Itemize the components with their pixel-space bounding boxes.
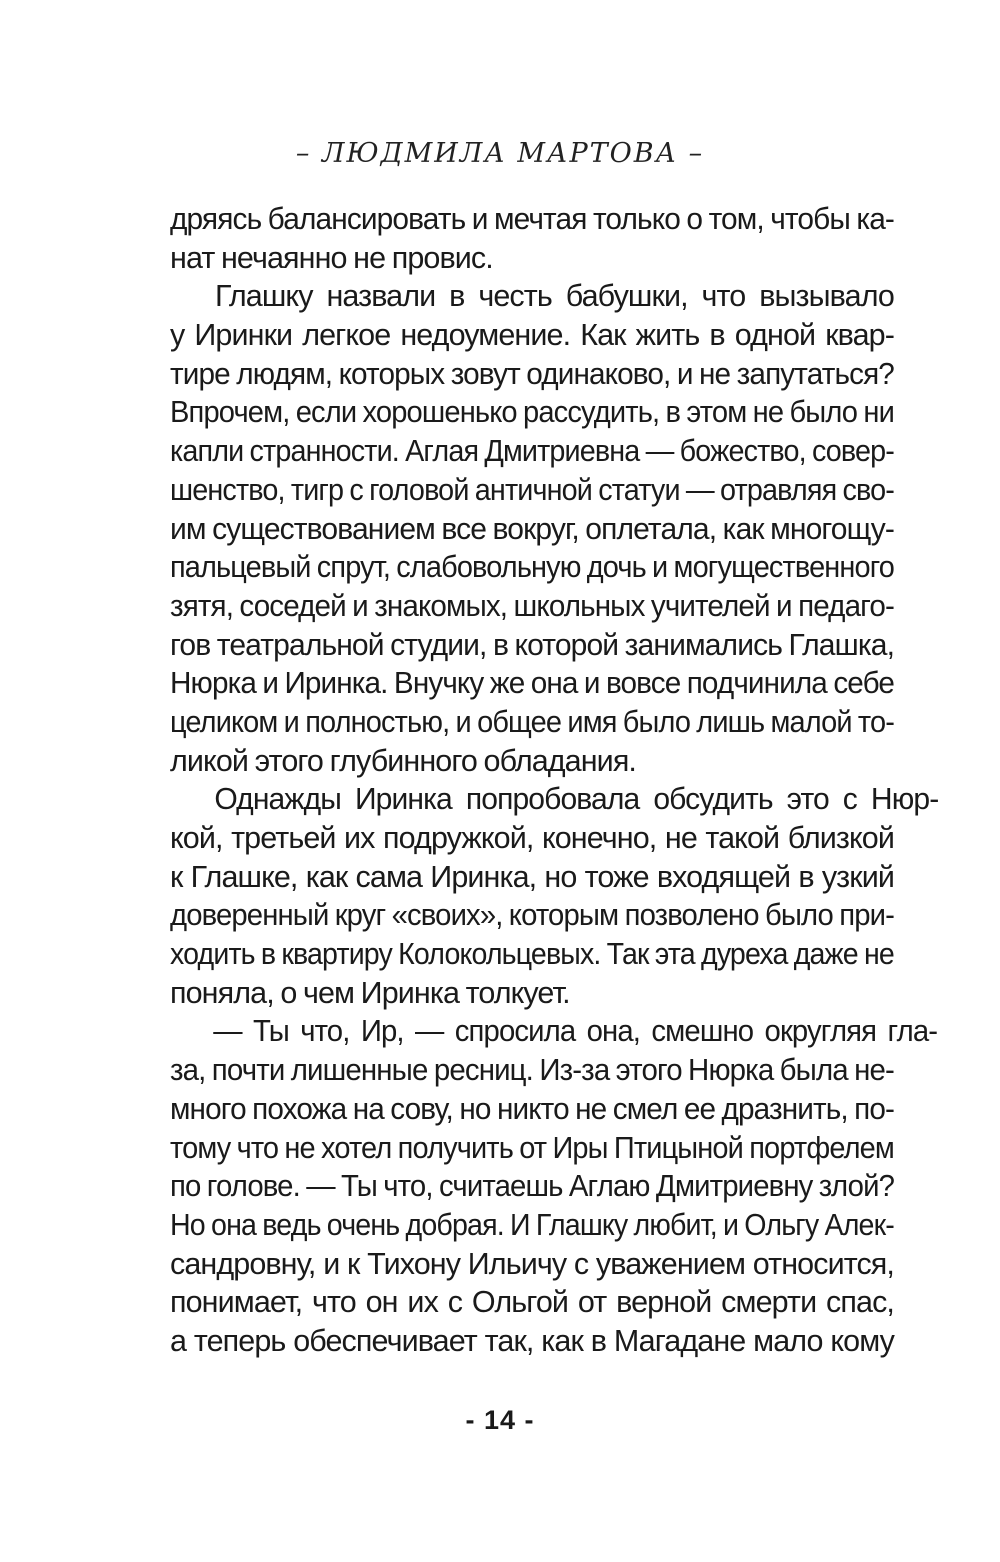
text-line: им существованием все вокруг, оплетала, как многощу- <box>170 511 895 546</box>
text-line: пальцевый спрут, слабовольную дочь и могущественного <box>170 550 895 585</box>
text-line: поняла, о чем Иринка толкует. <box>170 975 570 1010</box>
body-text <box>170 200 939 1361</box>
page-number: - 14 - <box>465 1405 535 1435</box>
text-line: кой, третьей их подружкой, конечно, не такой близкой <box>170 821 894 855</box>
text-line: дряясь балансировать и мечтая только о том, чтобы ка- <box>170 202 894 236</box>
text-line: Нюрка и Иринка. Внучку же она и вовсе подчинила себе <box>170 666 895 701</box>
text-line: по голове. — Ты что, считаешь Аглаю Дмитриевну злой? <box>170 1169 895 1204</box>
text-line: к Глашке, как сама Иринка, но тоже входящей в узкий <box>170 859 894 894</box>
text-line: Однажды Иринка попробовала обсудить это с Нюр- <box>214 782 939 817</box>
text-line: шенство, тигр с головой античной статуи — отравляя сво- <box>170 472 895 507</box>
running-head: – ЛЮДМИЛА МАРТОВА – <box>295 138 705 169</box>
text-line: понимает, что он их с Ольгой от верной смерти спас, <box>170 1285 894 1320</box>
text-line: доверенный круг «своих», которым позволено было при- <box>170 898 895 933</box>
text-line: — Ты что, Ир, — спросила она, смешно округляя гла- <box>213 1014 938 1049</box>
text-line: гов театральной студии, в которой занимались Глашка, <box>170 627 895 662</box>
text-line: а теперь обеспечивает так, как в Магадане мало кому <box>170 1323 894 1358</box>
text-line: сандровну, и к Тихону Ильичу с уважением относится, <box>170 1246 894 1281</box>
text-line: тире людям, которых зовут одинаково, и не запутаться? <box>170 356 894 391</box>
text-line: у Иринки легкое недоумение. Как жить в одной квар- <box>170 318 894 353</box>
text-line: капли странности. Аглая Дмитриевна — божество, совер- <box>170 434 894 469</box>
text-line: ходить в квартиру Колокольцевых. Так эта дуреха даже не <box>170 937 894 972</box>
text-line: нат нечаянно не провис. <box>170 240 493 275</box>
text-line: за, почти лишенные ресниц. Из-за этого Нюрка была не- <box>170 1053 894 1088</box>
text-line: ликой этого глубинного обладания. <box>170 743 637 778</box>
text-line: целиком и полностью, и общее имя было лишь малой то- <box>170 704 895 739</box>
text-line: Впрочем, если хорошенько рассудить, в этом не было ни <box>170 395 894 430</box>
text-line: тому что не хотел получить от Иры Птицыной портфелем <box>170 1130 894 1165</box>
text-line: много похожа на сову, но никто не смел ее дразнить, по- <box>170 1091 895 1126</box>
text-line: Но она ведь очень добрая. И Глашку любит, и Ольгу Алек- <box>170 1207 894 1242</box>
text-line: Глашку назвали в честь бабушки, что вызывало <box>215 279 894 314</box>
text-line: зятя, соседей и знакомых, школьных учителей и педаго- <box>170 588 895 623</box>
